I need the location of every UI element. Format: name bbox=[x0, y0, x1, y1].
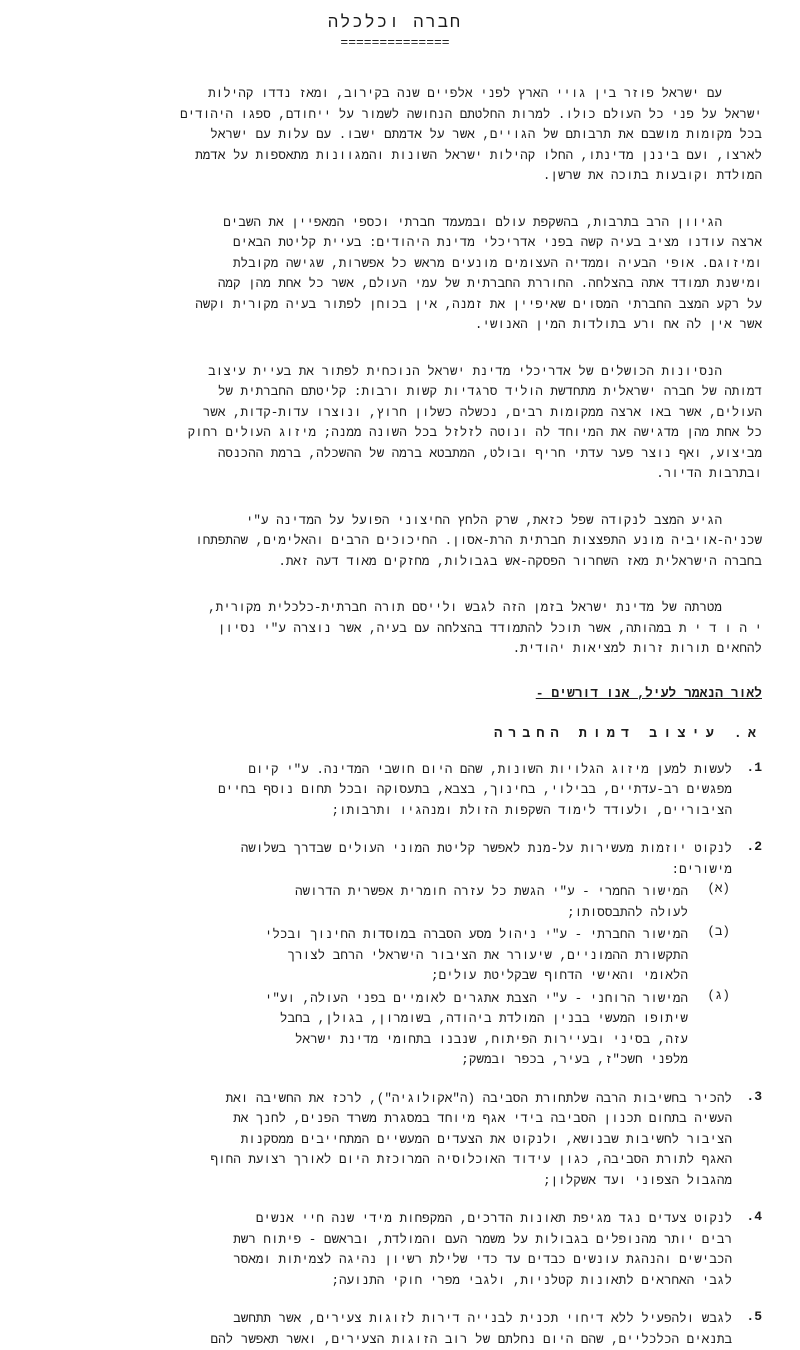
paragraph-line: ארצה עודנו מציב בעיה קשה בפני אדריכלי מדינת היהודים: בעיית קליטת הבאים bbox=[28, 233, 762, 254]
section-heading: א. עיצוב דמות החברה bbox=[28, 727, 762, 742]
item-number: 2. bbox=[746, 839, 762, 854]
item-number: 5. bbox=[746, 1309, 762, 1324]
paragraph-line: המולדת וקובעות בתוכה את שרשן. bbox=[28, 166, 762, 187]
paragraph-line: דמותה של חברה ישראלית מתחדשת הוליד סרגדיות קשות ורבות: קליטתם החברתית של bbox=[28, 382, 762, 403]
sub-item bbox=[28, 989, 732, 1071]
item-line: להכיר בחשיבות הרבה שלתחורת הסביבה (ה"אקולוגיה"), לרכז את החשיבה ואת bbox=[28, 1089, 732, 1110]
paragraph-line: עם ישראל פוזר בין גויי הארץ לפני אלפיים שנה בקירוב, ומאז נדדו קהילות bbox=[28, 84, 762, 105]
sub-item-line: המישור החברתי - ע"י ניהול מסע הסברה במוסדות החינוך ובכלי bbox=[28, 925, 688, 946]
paragraph-line: כל אחת מהן מדגישה את המיוחד לה ונוטה לזלזל בכל השונה ממנה; מיזוג העולים רחוק bbox=[28, 423, 762, 444]
sub-item-line: התקשורת ההמוניים, שיעורר את הציבור הישראלי הרחב לצורך bbox=[28, 946, 688, 967]
item-line: רבים יותר מהנופלים בגבולות על משמר העם והמולדת, ובראשם - פיתוח רשת bbox=[28, 1230, 732, 1251]
item-line: הציבור לחשיבות שבנושא, ולנקוט את הצעדים המעשיים המתחייבים ממסקנות bbox=[28, 1130, 732, 1151]
paragraph-line: הגיוון הרב בתרבות, בהשקפת עולם ובמעמד חברתי וכספי המאפיין את השבים bbox=[28, 213, 762, 234]
sub-item bbox=[28, 882, 732, 923]
paragraph-line: הנסיונות הכושלים של אדריכלי מדינת ישראל הנוכחית לפתור את בעיית עיצוב bbox=[28, 362, 762, 383]
item-line: לנקוט יוזמות מעשירות על-מנת לאפשר קליטת המוני העולים שבדרך בשלושה bbox=[28, 839, 732, 860]
demands-list bbox=[28, 760, 762, 1350]
item-line: לנקוט צעדים נגד מגיפת תאונות הדרכים, המקפחות מידי שנה חיי אנשים bbox=[28, 1209, 732, 1230]
paragraph-line: י ה ו ד י ת במהותה, אשר תוכל להתמודד בהצלחה עם בעיה, אשר נוצרה ע"י נסיון bbox=[28, 619, 762, 640]
sub-item-line: המישור הרוחני - ע"י הצבת אתגרים לאומיים בפני העולה, וע"י bbox=[28, 989, 688, 1010]
paragraph-line: מביצוע, ואף נוצר פער עדתי חריף ובולט, המתבטא ברמה של ההשכלה, ברמת ההכנסה bbox=[28, 444, 762, 465]
paragraph-line: בחברה הישראלית מאז השחרור הפסקה-אש בגבולות, מחזקים מאוד דעה זאת. bbox=[28, 552, 762, 573]
document-title: חברה וכלכלה bbox=[28, 14, 762, 33]
sub-item-line: שיתופו המעשי בבנין המולדת ביהודה, בשומרון, בגולן, בחבל bbox=[28, 1009, 688, 1030]
item-line: לגבש ולהפעיל ללא דיחוי תכנית לבנייה דירות לזוגות צעירים, אשר תתחשב bbox=[28, 1309, 732, 1330]
paragraph-line: על רקע המצב החברתי המסוים שאיפיין את זמנה, אין בכוחן לפתור בעיה מקורית וקשה bbox=[28, 295, 762, 316]
title-underline: ============== bbox=[28, 35, 762, 50]
item-number: 1. bbox=[746, 760, 762, 775]
item-line: מהגבול הצפוני ועד אשקלון; bbox=[28, 1171, 732, 1192]
item-line: בתנאים הכלכליים, שהם היום נחלתם של רוב הזוגות הצעירים, ואשר תאפשר להם bbox=[28, 1330, 732, 1350]
item-line: העשיה בתחום תכנון הסביבה בידי אגף מיוחד במסגרת משרד הפנים, לחנך את bbox=[28, 1109, 732, 1130]
paragraph bbox=[28, 84, 762, 187]
paragraph bbox=[28, 362, 762, 485]
paragraph-line: ומישנת תמודד אתה בהצלחה. החוררת החברתית של עמי העולם, אשר כל אחת מהן קמה bbox=[28, 274, 762, 295]
paragraph-line: אשר אין לה אח ורע בתולדות המין האנושי. bbox=[28, 315, 762, 336]
demand-item bbox=[28, 1209, 762, 1291]
paragraph bbox=[28, 213, 762, 336]
sub-item-line: עזה, בסיני ובעיירות הפיתוח, שנבנו בתחומי מדינת ישראל bbox=[28, 1030, 688, 1051]
sub-item-line: מלפני חשכ"ז, בעיר, בכפר ובמשק; bbox=[28, 1050, 688, 1071]
item-line: מפגשים רב-עדתיים, בבילוי, בחינוך, בצבא, בתעסוקה ובכל תחום נוסף בחיים bbox=[28, 780, 732, 801]
paragraph-line: העולים, אשר באו ארצה ממקומות רבים, נכשלה כשלון חרוץ, ונוצרו עדות-קדות, אשר bbox=[28, 403, 762, 424]
paragraph-line: ומיזוגם. אופי הבעיה וממדיה העצומים מונעים מראש כל אפשרות, שגישה מקובלת bbox=[28, 254, 762, 275]
item-number: 4. bbox=[746, 1209, 762, 1224]
demand-item bbox=[28, 839, 762, 1071]
sub-item-marker: (ב) bbox=[707, 925, 730, 939]
paragraph bbox=[28, 598, 762, 660]
paragraph-line: הגיע המצב לנקודה שפל כזאת, שרק הלחץ החיצוני הפועל על המדינה ע"י bbox=[28, 511, 762, 532]
paragraph bbox=[28, 511, 762, 573]
sub-item-line: הלאומי והאישי הדחוף שבקליטת עולים; bbox=[28, 966, 688, 987]
sub-item bbox=[28, 925, 732, 987]
sub-item-line: לעולה להתבססותו; bbox=[28, 903, 688, 924]
intro-paragraphs bbox=[28, 84, 762, 660]
paragraph-line: לארצו, ועם ביננן מדינתו, החלו קהילות ישראל השונות והמגוונות מתאספות על אדמת bbox=[28, 146, 762, 167]
sub-item-line: המישור החמרי - ע"י הגשת כל עזרה חומרית אפשרית הדרושה bbox=[28, 882, 688, 903]
item-line: מישורים: bbox=[28, 860, 732, 881]
paragraph-line: ישראל על פני כל העולם כולו. למרות החלטתם הנחושה לשמור על ייחודם, ספגו היהודים bbox=[28, 105, 762, 126]
paragraph-line: להחאים תורות זרות למציאות יהודית. bbox=[28, 639, 762, 660]
paragraph-line: שכניה-אויביה מונע התפצצות חברתית הרת-אסון. החיכוכים הרבים והאלימים, שהתפתחו bbox=[28, 531, 762, 552]
sub-item-marker: (ג) bbox=[707, 989, 730, 1003]
sub-item-marker: (א) bbox=[707, 882, 730, 896]
item-line: הציבוריים, ולעודד לימוד השקפות הזולת ומנהגיו ותרבותו; bbox=[28, 801, 732, 822]
item-line: הכבישים והנהגת עונשים כבדים עד כדי שלילת רשיון נהיגה לצמיתות ומאסר bbox=[28, 1250, 732, 1271]
paragraph-line: בכל מקומות מושבם את תרבותם של הגויים, אשר על אדמתם ישבו. עם עלות עם ישראל bbox=[28, 125, 762, 146]
paragraph-line: ובתרבות הדיור. bbox=[28, 464, 762, 485]
demand-item bbox=[28, 1309, 762, 1350]
item-line: האגף לתורת הסביבה, כגון עידוד האוכלוסיה המרוכזת היום לאורך רצועת החוף bbox=[28, 1150, 732, 1171]
demand-item bbox=[28, 760, 762, 822]
item-line: לגבי האחראים לתאונות קטלניות, ולגבי מפרי חוקי התנועה; bbox=[28, 1271, 732, 1292]
paragraph-line: מטרתה של מדינת ישראל בזמן הזה לגבש ולייסם תורה חברתית-כלכלית מקורית, bbox=[28, 598, 762, 619]
item-number: 3. bbox=[746, 1089, 762, 1104]
item-line: לעשות למען מיזוג הגלויות השונות, שהם היום חושבי המדינה. ע"י קיום bbox=[28, 760, 732, 781]
demands-heading: לאור הנאמר לעיל, אנו דורשים - bbox=[28, 686, 762, 701]
